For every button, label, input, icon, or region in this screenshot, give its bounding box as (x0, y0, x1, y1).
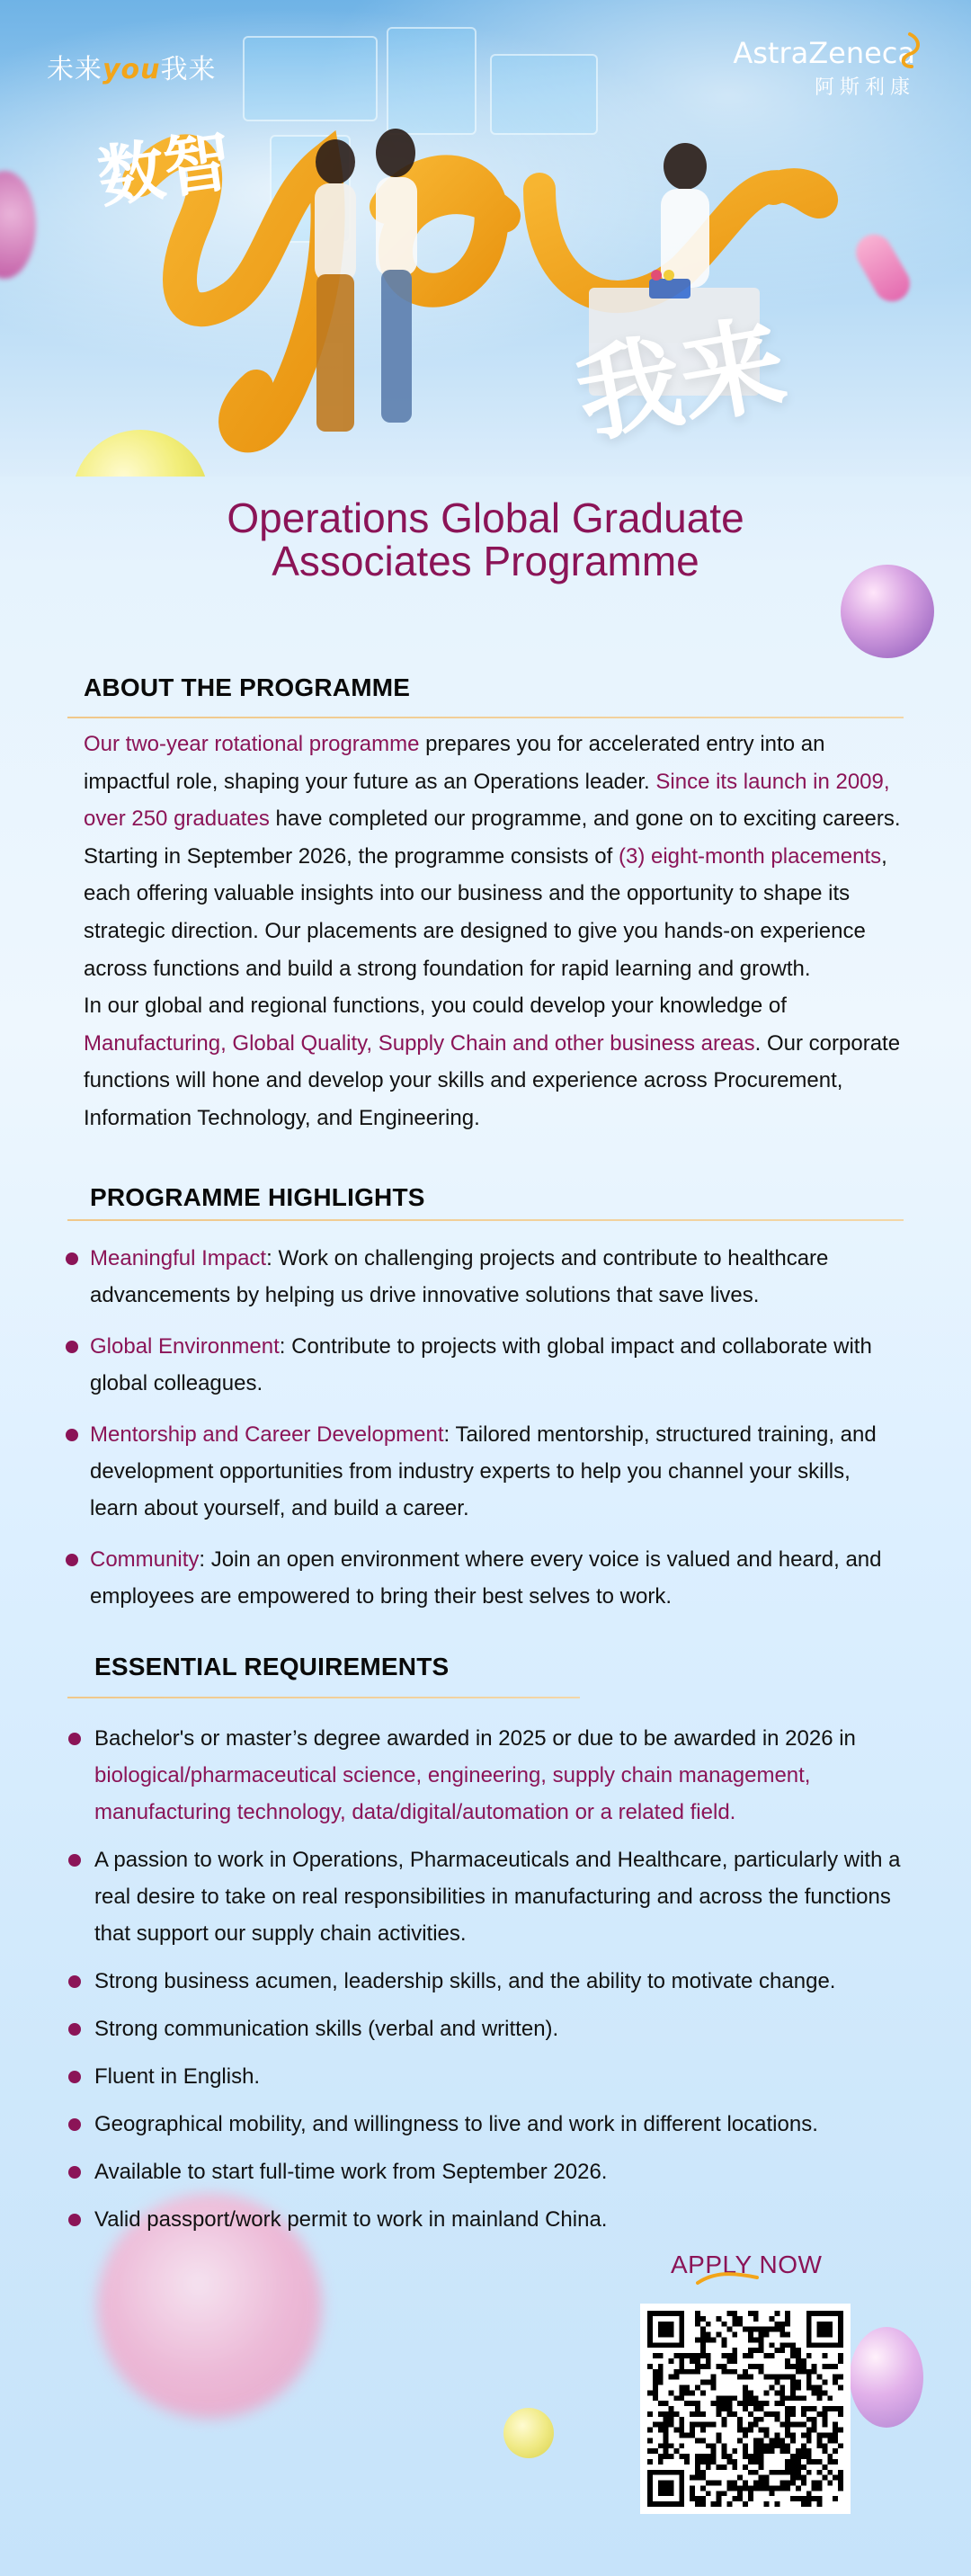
requirement-text: Strong communication skills (verbal and written). (94, 2017, 559, 2041)
highlights-divider (67, 1219, 904, 1221)
bullet-dot-icon (68, 2023, 81, 2036)
apply-now-link[interactable] (671, 2251, 822, 2279)
requirements-heading: ESSENTIAL REQUIREMENTS (94, 1653, 450, 1680)
apply-qr-code[interactable] (640, 2304, 851, 2514)
about-hl-3: (3) eight-month placements (618, 843, 882, 869)
about-text-4: In our global and regional functions, you could develop your knowledge of (84, 994, 787, 1019)
requirement-text: Geographical mobility, and willingness to live and work in different locations. (94, 2112, 818, 2136)
about-heading: ABOUT THE PROGRAMME (84, 673, 411, 701)
highlight-item (90, 1328, 899, 1402)
title-line-2: Associates Programme (272, 538, 699, 584)
apply-swoosh-icon (696, 2268, 759, 2286)
about-text-1: prepares you for accelerated entry into an impactful role, shaping your future as an Operations leader. (84, 732, 825, 794)
page-title (0, 496, 971, 583)
requirement-text: Fluent in English. (94, 2064, 261, 2089)
highlight-item (90, 1416, 899, 1527)
requirement-text: Valid passport/work permit to work in mainland China. (94, 2207, 608, 2232)
requirement-item (94, 1720, 904, 1831)
bullet-dot-icon (68, 2166, 81, 2179)
highlights-list (90, 1240, 899, 1629)
bullet-dot-icon (68, 1854, 81, 1867)
about-text-2: have completed our programme, and gone on to exciting careers. Starting in September 2026, the programme consists of (84, 807, 901, 869)
about-text-5: . Our corporate functions will hone and develop your skills and experience across Procurement, Information Technology, and Engineering. (84, 1030, 901, 1130)
requirement-item (94, 2106, 904, 2143)
slogan-after: 我来 (160, 54, 217, 85)
requirement-item (94, 1963, 904, 2000)
highlight-label: Global Environment (90, 1334, 280, 1359)
hero-left-text: 数智 (93, 122, 236, 218)
purple-sphere-small (850, 2327, 923, 2428)
bullet-dot-icon (68, 1733, 81, 1745)
slogan-you: you (102, 54, 161, 85)
requirement-item (94, 2201, 904, 2238)
requirement-text: A passion to work in Operations, Pharmaceuticals and Healthcare, particularly with a real desire to take on real responsibilities in manufacturing and across the functions that support our supply chain activities. (94, 1848, 901, 1946)
qr-code-icon (647, 2311, 843, 2507)
highlight-item (90, 1240, 899, 1314)
bullet-dot-icon (66, 1554, 78, 1566)
highlight-item (90, 1541, 899, 1615)
bullet-dot-icon (68, 2071, 81, 2083)
bullet-dot-icon (66, 1429, 78, 1441)
about-hl-2: Since its launch in 2009, over 250 graduates (84, 769, 890, 832)
about-divider (67, 717, 904, 718)
small-yellow-sphere (503, 2408, 554, 2458)
requirement-item (94, 2153, 904, 2190)
highlight-label: Mentorship and Career Development (90, 1422, 444, 1447)
title-line-1: Operations Global Graduate (227, 495, 744, 541)
requirement-text: Strong business acumen, leadership skills, and the ability to motivate change. (94, 1969, 836, 1993)
apply-now-label: APPLY NOW (671, 2251, 823, 2278)
highlight-label: Meaningful Impact (90, 1246, 267, 1270)
bullet-dot-icon (68, 2214, 81, 2226)
you-ribbon-graphic (0, 0, 971, 477)
requirements-divider (67, 1697, 580, 1698)
about-hl-1: Our two-year rotational programme (84, 732, 420, 756)
bullet-dot-icon (68, 1975, 81, 1988)
requirement-text: Bachelor's or master’s degree awarded in 2025 or due to be awarded in 2026 in (94, 1726, 856, 1751)
company-name-cn: 阿斯利康 (814, 76, 915, 99)
requirement-item (94, 2010, 904, 2047)
highlights-heading: PROGRAMME HIGHLIGHTS (90, 1183, 425, 1211)
highlight-text: : Join an open environment where every voice is valued and heard, and employees are empowered to bring their best selves to work. (90, 1547, 882, 1609)
highlight-text: : Contribute to projects with global impact and collaborate with global colleagues. (90, 1334, 872, 1395)
hero-right-text: 我来 (567, 302, 795, 459)
requirement-highlight: biological/pharmaceutical science, engineering, supply chain management, manufacturing technology, data/digital/automation or a related field. (94, 1763, 811, 1824)
bullet-dot-icon (66, 1252, 78, 1265)
highlight-label: Community (90, 1547, 200, 1572)
highlight-text: : Work on challenging projects and contribute to healthcare advancements by helping us drive innovative solutions that save lives. (90, 1246, 829, 1307)
slogan-before: 未来 (47, 54, 102, 85)
company-name: AstraZeneca (733, 36, 915, 70)
requirement-item (94, 2058, 904, 2095)
bullet-dot-icon (66, 1341, 78, 1353)
requirements-list (94, 1720, 904, 2249)
requirement-item (94, 1841, 904, 1952)
hero-banner (0, 0, 971, 477)
highlight-text: : Tailored mentorship, structured training, and development opportunities from industry experts to help you channel your skills, learn about yourself, and build a career. (90, 1422, 877, 1520)
about-text-3: , each offering valuable insights into our business and the opportunity to shape its strategic direction. Our placements are designed to give you hands-on experience across functions and build a strong foundation for rapid learning and growth. (84, 843, 887, 981)
about-hl-4: Manufacturing, Global Quality, Supply Chain and other business areas (84, 1030, 755, 1056)
about-paragraph (84, 726, 911, 1137)
requirement-text: Available to start full-time work from September 2026. (94, 2160, 608, 2184)
bullet-dot-icon (68, 2118, 81, 2131)
